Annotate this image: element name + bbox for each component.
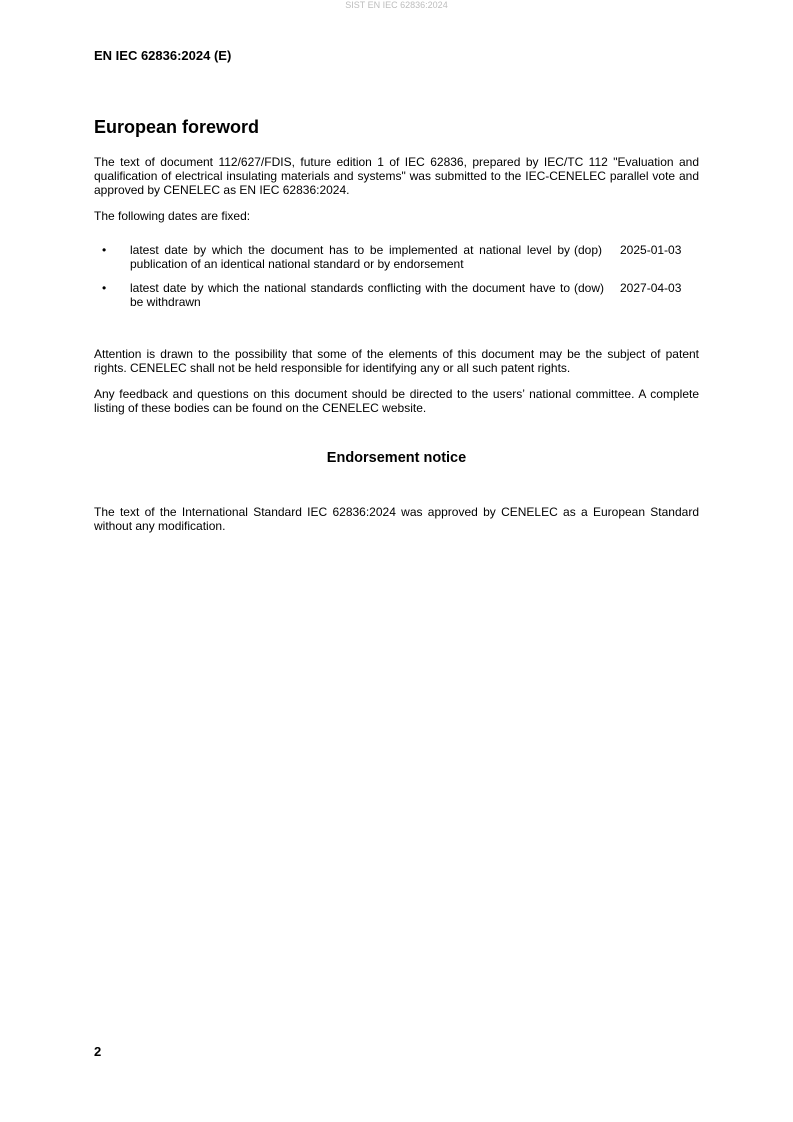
date-value: 2027-04-03	[620, 281, 682, 295]
date-description: latest date by which the document has to be implemented at national level by publication of an identical national standard or by endorsement	[130, 243, 570, 271]
date-value: 2025-01-03	[620, 243, 682, 257]
feedback-notice: Any feedback and questions on this document should be directed to the users’ national committee. A complete listing of these bodies can be found on the CENELEC website.	[94, 387, 699, 415]
foreword-intro: The text of document 112/627/FDIS, future edition 1 of IEC 62836, prepared by IEC/TC 112 "Evaluation and qualification of electrical insulating materials and systems" was submitted to the IEC-CENELEC parallel vote and approved by CENELEC as EN IEC 62836:2024.	[94, 155, 699, 197]
date-abbreviation: (dop)	[574, 243, 603, 257]
spacer	[94, 319, 699, 347]
date-description: latest date by which the national standards conflicting with the document have to be withdrawn	[130, 281, 570, 309]
page-number: 2	[94, 1044, 102, 1059]
dates-intro: The following dates are fixed:	[94, 209, 251, 223]
foreword-title: European foreword	[94, 117, 260, 137]
endorsement-text: The text of the International Standard IEC 62836:2024 was approved by CENELEC as a European Standard without any modification.	[94, 505, 699, 533]
patent-notice: Attention is drawn to the possibility that some of the elements of this document may be the subject of patent rights. CENELEC shall not be held responsible for identifying any or all such patent rights.	[94, 347, 699, 375]
date-item-dop	[94, 243, 699, 271]
page-content	[94, 116, 699, 545]
running-header: EN IEC 62836:2024 (E)	[94, 48, 232, 63]
bullet: •	[102, 281, 107, 295]
endorsement-title: Endorsement notice	[326, 450, 467, 466]
bullet: •	[102, 243, 107, 257]
watermark: SIST EN IEC 62836:2024	[345, 0, 448, 10]
dates-list	[94, 243, 699, 309]
date-item-dow	[94, 281, 699, 309]
date-abbreviation: (dow)	[574, 281, 605, 295]
